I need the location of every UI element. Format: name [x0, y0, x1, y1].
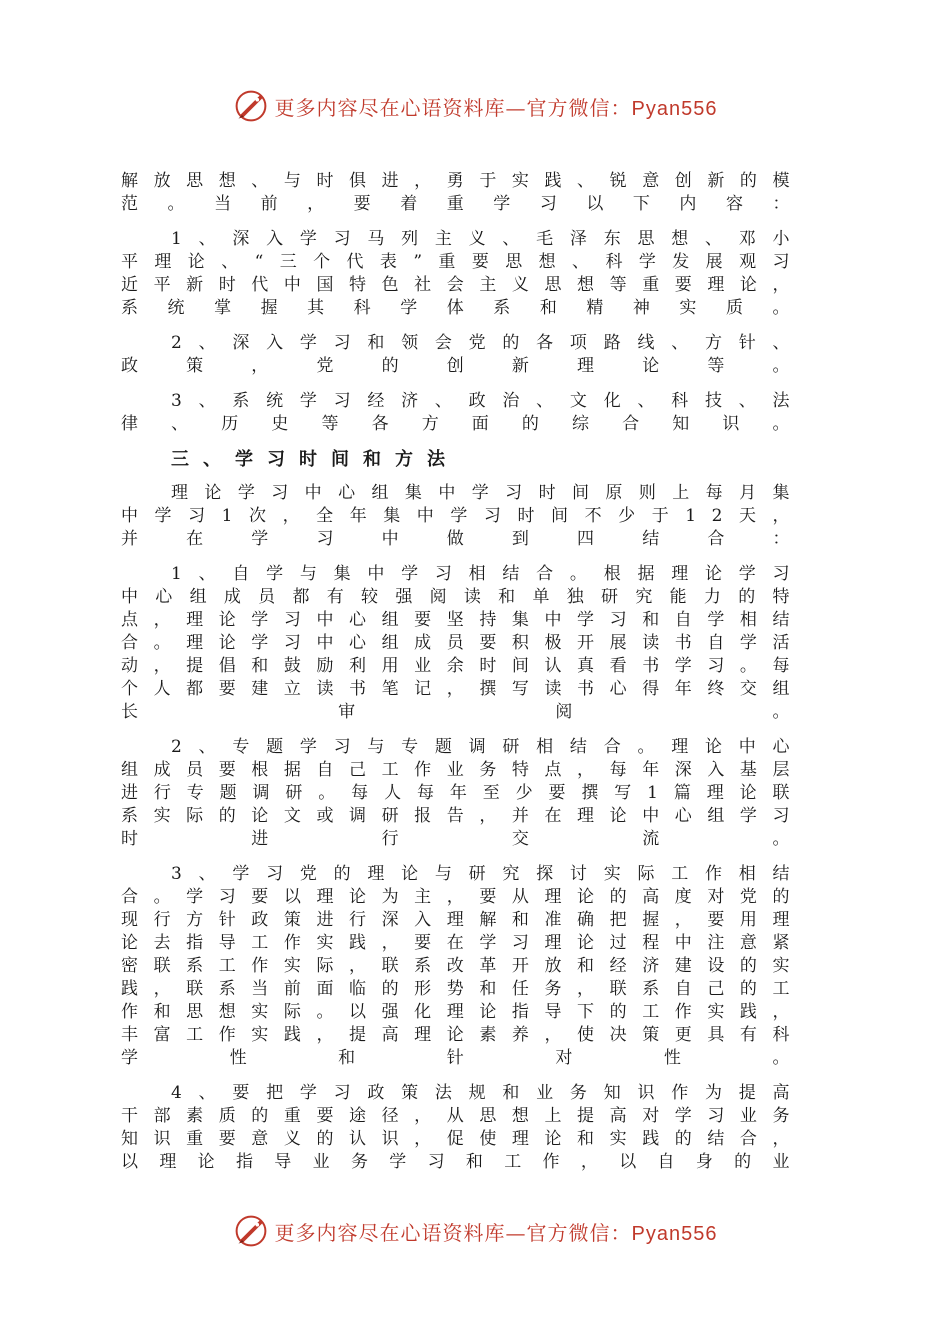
banner-text: 更多内容尽在心语资料库—官方微信：Pyan556 — [274, 95, 718, 120]
paragraph: 1、深入学习马列主义、毛泽东思想、邓小平理论、“三个代表”重要思想、科学发展观习近平新时代中国特色社会主义思想等重要理论，系统掌握其科学体系和精神实质。 — [121, 229, 805, 318]
section-heading: 三、学习时间和方法 — [171, 449, 459, 470]
footer-banner — [0, 1211, 950, 1251]
paragraph: 4、要把学习政策法规和业务知识作为提高干部素质的重要途径，从思想上提高对学习业务知识重要意义的认识，促使理论和实践的结合，以理论指导业务学习和工作，以自身的业 — [121, 1083, 805, 1172]
paragraph: 1、自学与集中学习相结合。根据理论学习中心组成员都有较强阅读和单独研究能力的特点，理论学习中心组要坚持集中学习和自学相结合。理论学习中心组成员要积极开展读书自学活动，提倡和鼓励利用业余时间认真看书学习。每个人都要建立读书笔记，撰写读书心得年终交组长审阅。 — [121, 564, 805, 722]
pen-logo-icon — [233, 1213, 269, 1249]
paragraph: 3、学习党的理论与研究探讨实际工作相结合。学习要以理论为主，要从理论的高度对党的现行方针政策进行深入理解和准确把握，要用理论去指导工作实践，要在学习理论过程中注意紧密联系工作实际，联系改革开放和经济建设的实践，联系当前面临的形势和任务，联系自己的工作和思想实际。以强化理论指导下的工作实践，丰富工作实践，提高理论素养，使决策更具有科学性和针对性。 — [121, 864, 805, 1068]
header-banner — [0, 86, 950, 126]
document-body — [121, 170, 805, 1186]
paragraph: 解放思想、与时俱进，勇于实践、锐意创新的模范。当前，要着重学习以下内容： — [121, 171, 805, 214]
paragraph: 2、深入学习和领会党的各项路线、方针、政策，党的创新理论等。 — [121, 333, 805, 376]
pen-logo-icon — [233, 88, 269, 124]
paragraph: 2、专题学习与专题调研相结合。理论中心组成员要根据自己工作业务特点，每年深入基层进行专题调研。每人每年至少要撰写1篇理论联系实际的论文或调研报告，并在理论中心组学习时进行交流。 — [121, 737, 805, 849]
paragraph: 理论学习中心组集中学习时间原则上每月集中学习1次，全年集中学习时间不少于12天，并在学习中做到四结合： — [121, 483, 805, 549]
wechat-id: Pyan556 — [631, 97, 718, 120]
banner-text: 更多内容尽在心语资料库—官方微信：Pyan556 — [274, 1220, 718, 1245]
paragraph: 3、系统学习经济、政治、文化、科技、法律、历史等各方面的综合知识。 — [121, 391, 805, 434]
wechat-id: Pyan556 — [631, 1222, 718, 1245]
